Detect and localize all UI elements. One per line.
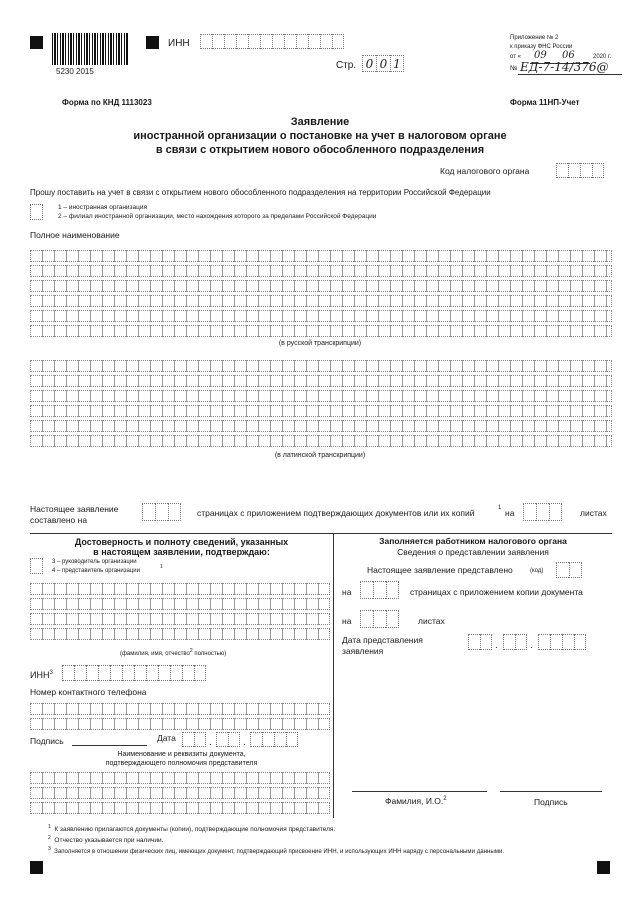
inn-cells[interactable] <box>200 34 344 49</box>
option-representative-ref: 1 <box>160 564 163 570</box>
org-type-cell[interactable] <box>30 204 43 220</box>
pages-with-copy: страницах с приложением копии документа <box>410 587 583 597</box>
latin-name-row-3[interactable] <box>30 390 612 402</box>
russian-name-row-2[interactable] <box>30 265 612 277</box>
fio-row-3[interactable] <box>30 613 330 625</box>
code-hint: (код) <box>530 568 544 574</box>
date-year-cells[interactable] <box>250 732 298 747</box>
footnote-1-ref: 1 <box>498 505 502 511</box>
phone-label: Номер контактного телефона <box>30 687 147 697</box>
corner-marker-top-mid <box>146 36 159 49</box>
doc-row-1[interactable] <box>30 772 330 784</box>
fio-row-4[interactable] <box>30 628 330 640</box>
russian-name-row-5[interactable] <box>30 310 612 322</box>
form-knd: Форма по КНД 1113023 <box>62 98 152 107</box>
signature-label: Подпись <box>30 736 64 746</box>
sheets-count-cells[interactable] <box>523 503 562 521</box>
corner-marker-top-left <box>30 36 43 49</box>
inn-label: ИНН <box>168 38 190 49</box>
form-code: Форма 11НП-Учет <box>510 98 580 107</box>
appendix-date-year: 2020 г. <box>593 54 612 60</box>
appendix-number-prefix: № <box>510 65 518 72</box>
request-text: Прошу поставить на учет в связи с открытием нового обособленного подразделения на территории Российской Федерации <box>30 188 491 197</box>
latin-name-row-2[interactable] <box>30 375 612 387</box>
officer-fio-label: Фамилия, И.О.$^2$ <box>385 795 447 806</box>
title-line-1: Заявление <box>290 116 350 128</box>
appendix-title: Приложение № 2 <box>510 35 559 41</box>
footnote-2: $^2$ Отчество указывается при наличии. <box>48 835 164 845</box>
doc-row-3[interactable] <box>30 802 330 814</box>
left-title-1: Достоверность и полноту сведений, указанных <box>74 537 289 547</box>
submitted-label: Настоящее заявление представлено <box>367 565 513 575</box>
submission-date-year[interactable] <box>538 634 586 650</box>
doc-label-2: подтверждающего полномочия представителя <box>105 760 258 767</box>
left-title-2: в настоящем заявлении, подтверждаю: <box>93 547 270 557</box>
barcode-number: 5230 2015 <box>56 67 94 76</box>
page-label: Стр. <box>336 60 357 71</box>
right-on-2: на <box>342 616 352 626</box>
russian-name-row-6[interactable] <box>30 325 612 337</box>
option-representative: 4 – представитель организации <box>52 568 140 574</box>
latin-name-row-4[interactable] <box>30 405 612 417</box>
full-name-label: Полное наименование <box>30 230 120 240</box>
phone-row-2[interactable] <box>30 718 330 730</box>
submission-date-month[interactable] <box>503 634 527 650</box>
officer-signature-line <box>500 791 602 792</box>
submission-code-cells[interactable] <box>556 562 582 578</box>
barcode <box>52 33 128 65</box>
appendix-date-prefix: от « <box>510 54 521 60</box>
doc-row-2[interactable] <box>30 787 330 799</box>
appendix-date-day: 09 <box>534 50 547 61</box>
date-day-cells[interactable] <box>182 732 206 747</box>
right-on-1: на <box>342 587 352 597</box>
title-line-2: иностранной организации о постановке на учет в налоговом органе <box>133 130 507 142</box>
signer-type-cell[interactable] <box>30 558 43 574</box>
russian-name-row-1[interactable] <box>30 250 612 262</box>
right-subtitle: Сведения о представлении заявления <box>397 547 549 557</box>
officer-fio-line <box>352 791 487 792</box>
on-label: на <box>505 508 515 518</box>
pages-count-cells[interactable] <box>142 503 181 521</box>
fio-row-2[interactable] <box>30 598 330 610</box>
option-foreign-org: 1 – иностранная организация <box>58 204 148 211</box>
option-head: 3 – руководитель организации <box>52 559 137 565</box>
composed-label-1: Настоящее заявление <box>30 504 119 514</box>
option-branch: 2 – филиал иностранной организации, место нахождения которого за пределами Российской Федерации <box>58 213 377 220</box>
title-line-3: в связи с открытием нового обособленного подразделения <box>155 144 485 156</box>
tax-authority-code-label: Код налогового органа <box>440 166 530 176</box>
appendix-order: к приказу ФНС России <box>510 44 573 50</box>
footnote-1: $^1$ К заявлению прилагаются документы (копии), подтверждающие полномочия представителя. <box>48 824 336 834</box>
fio-row-1[interactable] <box>30 583 330 595</box>
latin-name-row-1[interactable] <box>30 360 612 372</box>
officer-signature-label: Подпись <box>534 797 568 807</box>
latin-caption: (в латинской транскрипции) <box>274 452 366 459</box>
composed-label-2: составлено на <box>30 515 88 525</box>
right-title: Заполняется работником налогового органа <box>379 536 567 546</box>
doc-label-1: Наименование и реквизиты документа, <box>117 751 246 758</box>
fio-caption: (фамилия, имя, отчество$^2$ полностью) <box>120 648 227 657</box>
page-number-cells: 0 0 1 <box>362 55 404 72</box>
appendix-date-month: 06 <box>562 50 575 61</box>
corner-marker-bottom-right <box>597 861 610 874</box>
latin-name-row-5[interactable] <box>30 420 612 432</box>
submission-date-label-2: заявления <box>342 646 384 656</box>
latin-name-row-6[interactable] <box>30 435 612 447</box>
date-month-cells[interactable] <box>216 732 240 747</box>
tax-authority-code-cells[interactable] <box>556 163 604 178</box>
date-label: Дата <box>157 733 176 743</box>
footnote-3: $^3$ Заполняется в отношении физических лиц, имеющих документ, подтверждающий присвоение ИНН, и использующих ИНН наряду с персональными данными. <box>48 846 505 856</box>
right-pages-cells[interactable] <box>360 581 399 599</box>
left-inn-label: ИНН$^3$ <box>30 670 53 680</box>
russian-name-row-4[interactable] <box>30 295 612 307</box>
submission-date-day[interactable] <box>468 634 492 650</box>
right-sheets: листах <box>418 616 445 626</box>
signature-line <box>72 745 147 746</box>
pages-with-docs-label: страницах с приложением подтверждающих документов или их копий <box>197 508 475 518</box>
russian-caption: (в русской транскрипции) <box>278 340 362 347</box>
submission-date-label-1: Дата представления <box>342 635 423 645</box>
phone-row-1[interactable] <box>30 703 330 715</box>
corner-marker-bottom-left <box>30 861 43 874</box>
left-inn-cells[interactable] <box>62 665 206 681</box>
sheets-label: листах <box>580 508 607 518</box>
right-sheets-cells[interactable] <box>360 610 399 628</box>
appendix-number: ЕД-7-14/376@ <box>520 60 609 74</box>
russian-name-row-3[interactable] <box>30 280 612 292</box>
